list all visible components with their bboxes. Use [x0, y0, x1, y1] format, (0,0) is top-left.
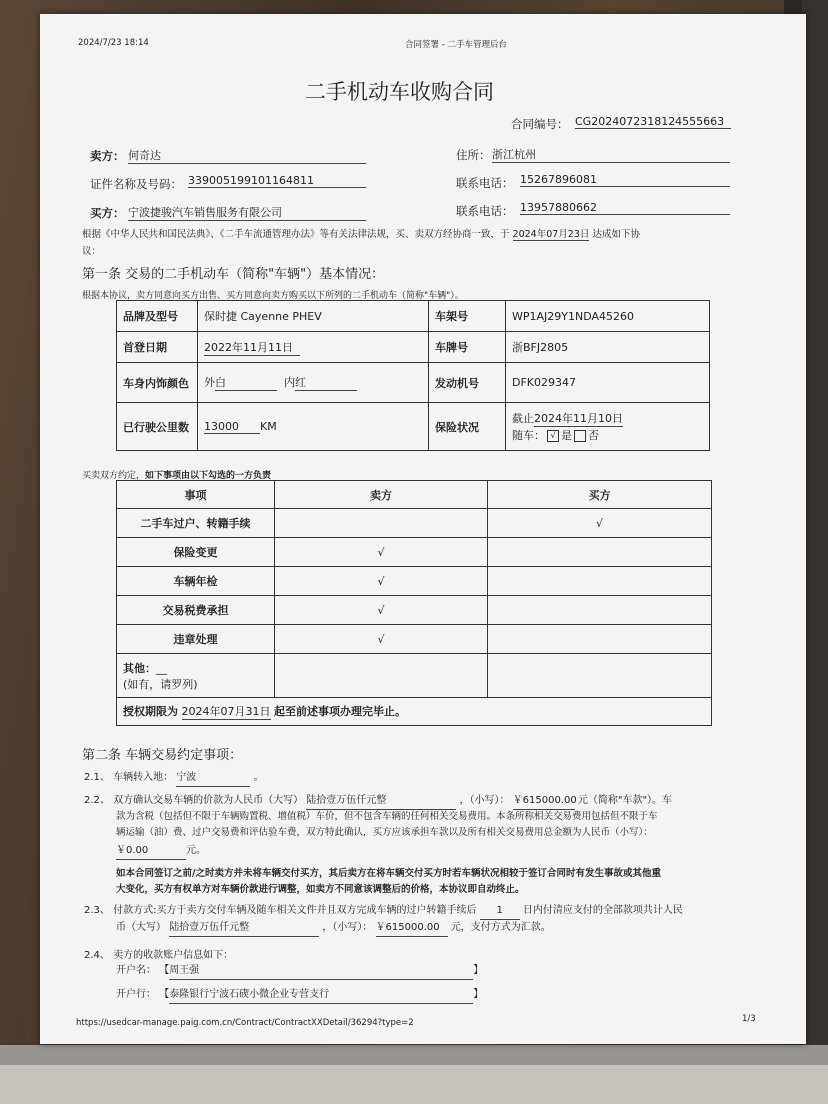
intro-text-2: 达成如下协 [592, 229, 640, 240]
resp-item: 保险变更 [117, 538, 275, 567]
resp-buyer-mark: √ [488, 509, 712, 538]
resp-seller-mark: √ [275, 596, 488, 625]
interior-color: 红 [295, 374, 357, 391]
print-timestamp: 2024/7/23 18:14 [78, 38, 149, 48]
resp-other-note: (如有，请罗列) [123, 677, 198, 691]
table-row [117, 625, 712, 654]
s22-line2: 款为含税（包括但不限于车辆购置税、增值税）车价，但不包含车辆的任何相关交易费用。本条所称相关交易费用包括但不限于车 [116, 811, 658, 822]
plate-label: 车牌号 [429, 332, 506, 363]
print-url: https://usedcar-manage.paig.com.cn/Contract/ContractXXDetail/36294?type=2 [76, 1018, 414, 1028]
s21-label: 车辆转入地： [113, 772, 174, 783]
section-2-1 [84, 770, 263, 787]
s23-b: 日内付清应支付的全部款项共计人民 [522, 905, 683, 916]
mileage-value: 13000 [204, 420, 260, 434]
section-2-4 [84, 948, 233, 964]
table-row-other [117, 654, 712, 698]
s24-no: 2.4、 [84, 950, 110, 961]
print-page-title: 合同签署 - 二手车管理后台 [405, 40, 507, 50]
resp-item: 二手车过户、转籍手续 [117, 509, 275, 538]
s23-d: ，（小写）： [322, 922, 373, 933]
vehicle-info-table [116, 300, 710, 451]
acct-rb: 】 [473, 965, 484, 976]
resp-buyer-mark [488, 625, 712, 654]
seller-id: 339005199101164811 [188, 174, 366, 188]
account-name-line [116, 963, 483, 980]
deadline-tail: 起至前述事项办理完毕止。 [274, 705, 406, 718]
intro-line [82, 226, 640, 241]
desk-bottom-light [0, 1065, 828, 1104]
seller-id-label: 证件名称及号码： [90, 177, 182, 191]
s22-fee-unit: 元。 [186, 845, 206, 856]
document-title: 二手机动车收购合同 [305, 80, 494, 104]
bank-label: 开户行： [116, 989, 156, 1000]
insurance-no: 否 [588, 429, 599, 442]
resp-seller-mark: √ [275, 538, 488, 567]
s21-no: 2.1、 [84, 772, 110, 783]
bank-name: 泰隆银行宁波石碶小微企业专营支行 [169, 987, 473, 1004]
intro-date: 2024年07月23日 [513, 226, 590, 241]
col-item-header: 事项 [117, 481, 275, 509]
mileage-cell [198, 403, 429, 451]
insurance-date-line [512, 410, 703, 427]
seller-phone: 15267896081 [520, 173, 730, 187]
insurance-cell [506, 403, 710, 451]
mileage-label: 已行驶公里数 [117, 403, 198, 451]
interior-label: 内 [284, 376, 295, 389]
resp-other-buyer [488, 654, 712, 698]
intro-text-1: 根据《中华人民共和国民法典》、《二手车流通管理办法》等有关法律法规，买、卖双方经协商一致，于 [82, 229, 510, 240]
resp-buyer-mark [488, 567, 712, 596]
resp-other-cell [117, 654, 275, 698]
exterior-color: 白 [215, 374, 277, 391]
table-row-deadline [117, 698, 712, 726]
s22-fee: ￥0.00 [116, 843, 186, 860]
s23-days: 1 [480, 903, 520, 920]
vin-value: WP1AJ29Y1NDA45260 [506, 301, 710, 332]
resp-item: 违章处理 [117, 625, 275, 654]
contract-no-label: 合同编号： [511, 117, 569, 131]
s22-no: 2.2、 [84, 795, 110, 806]
article-1-heading: 第一条 交易的二手机动车（简称"车辆"）基本情况： [82, 267, 385, 282]
table-row [117, 596, 712, 625]
insurance-prefix: 截止 [512, 412, 534, 425]
col-buyer-header: 买方 [488, 481, 712, 509]
s23-capital-amount: 陆拾壹万伍仟元整 [169, 920, 319, 937]
bank-lb: 【 [159, 989, 170, 1000]
color-cell [198, 363, 429, 403]
seller-label: 卖方： [90, 149, 125, 163]
page-number: 1/3 [742, 1014, 756, 1024]
resp-buyer-mark [488, 596, 712, 625]
s22-a: 双方确认交易车辆的价款为人民币（大写） [113, 795, 304, 806]
brand-value: 保时捷 Cayenne PHEV [198, 301, 429, 332]
resp-other-seller [275, 654, 488, 698]
s22-c: 元（简称"车款"）。车 [577, 795, 673, 806]
reg-date-label: 首登日期 [117, 332, 198, 363]
seller-addr-label: 住所： [456, 148, 491, 162]
resp-item: 交易税费承担 [117, 596, 275, 625]
s23-numeric-amount: ￥615000.00 [376, 920, 448, 937]
insurance-label: 保险状况 [429, 403, 506, 451]
table-row [117, 509, 712, 538]
bold-clause-2: 大变化，买方有权单方对车辆价款进行调整，如卖方不同意该调整后的价格，本协议即自动终止。 [116, 884, 525, 895]
insurance-with-line [512, 427, 703, 443]
seller-name: 何奇达 [128, 147, 366, 164]
reg-date-value: 2022年11月11日 [204, 339, 300, 356]
bold-clause-1: 如本合同签订之前/之时卖方并未将车辆交付买方，其后卖方在将车辆交付买方时若车辆状况相较于签订合同时有发生事故或其他重 [116, 868, 661, 879]
bank-rb: 】 [473, 989, 484, 1000]
resp-seller-mark: √ [275, 625, 488, 654]
section-2-2-line1 [84, 793, 672, 810]
s23-a: 付款方式:买方于卖方交付车辆及随车相关文件并且双方完成车辆的过户转籍手续后 [113, 905, 477, 916]
engine-label: 发动机号 [429, 363, 506, 403]
s22-capital-amount: 陆拾壹万伍仟元整 [306, 793, 456, 810]
insurance-no-checkbox[interactable] [574, 430, 586, 442]
seller-addr: 浙江杭州 [492, 146, 730, 163]
deadline-label: 授权期限为 [123, 705, 178, 718]
responsibility-table [116, 480, 712, 726]
resp-other-label: 其他： [123, 661, 156, 675]
reg-date-cell [198, 332, 429, 363]
resp-item: 车辆年检 [117, 567, 275, 596]
deadline-cell [117, 698, 712, 726]
buyer-label: 买方： [90, 206, 125, 220]
s22-numeric-amount: ￥615000.00 [513, 793, 575, 810]
exterior-label: 外 [204, 376, 215, 389]
resp-seller-mark [275, 509, 488, 538]
s23-no: 2.3、 [84, 905, 110, 916]
resp-buyer-mark [488, 538, 712, 567]
insurance-with: 随车： [512, 429, 545, 442]
vin-label: 车架号 [429, 301, 506, 332]
intro-text-3: 议： [82, 246, 102, 257]
plate-value: 浙BFJ2805 [506, 332, 710, 363]
section-2-3-line1 [84, 903, 683, 920]
article-1-sub: 根据本协议，卖方同意向买方出售、买方同意向卖方购买以下所列的二手机动车（简称"车辆"）。 [82, 291, 464, 301]
s21-end: 。 [253, 772, 264, 783]
contract-no: CG20240723181245556​63 [575, 115, 731, 129]
buyer-phone-label: 联系电话： [456, 204, 514, 218]
s21-value: 宁波 [176, 770, 250, 787]
insurance-yes-checkbox[interactable]: √ [547, 430, 559, 442]
table-row [117, 567, 712, 596]
article-2-heading: 第二条 车辆交易约定事项： [82, 748, 243, 763]
table-row [117, 538, 712, 567]
resp-seller-mark: √ [275, 567, 488, 596]
s23-c: 币（大写） [116, 922, 166, 933]
col-seller-header: 卖方 [275, 481, 488, 509]
seller-phone-label: 联系电话： [456, 176, 514, 190]
mileage-unit: KM [260, 419, 277, 433]
account-name: 周王强 [169, 963, 473, 980]
acct-name-label: 开户名： [116, 965, 156, 976]
bank-line [116, 987, 483, 1004]
s22-line3: 辆运输（油）费、过户交易费和评估验车费，双方特此确认，买方应该承担车款以及所有相关交易费用总金额为人民币（小写）： [116, 827, 653, 838]
deadline-date: 2024年07月31日 [181, 705, 271, 718]
brand-label: 品牌及型号 [117, 301, 198, 332]
buyer-phone: 13957880662 [520, 201, 730, 215]
resp-intro-a: 买卖双方约定， [82, 471, 146, 481]
buyer-name: 宁波捷骏汽车销售服务有限公司 [128, 204, 366, 221]
s22-line4 [116, 843, 206, 860]
insurance-date: 2024年11月10日 [534, 412, 623, 425]
s24-a: 卖方的收款账户信息如下： [113, 950, 234, 961]
contract-page [40, 14, 806, 1044]
resp-intro-b: 如下事项由以下勾选的一方负责 [145, 471, 272, 481]
section-2-3-line2 [116, 920, 551, 937]
engine-value: DFK029347 [506, 363, 710, 403]
color-label: 车身内饰颜色 [117, 363, 198, 403]
s22-b: ，（小写）： [459, 795, 510, 806]
insurance-yes: 是 [561, 429, 572, 442]
acct-lb: 【 [159, 965, 170, 976]
resp-other-value: __ [156, 661, 167, 675]
s23-e: 元，支付方式为汇款。 [450, 922, 551, 933]
